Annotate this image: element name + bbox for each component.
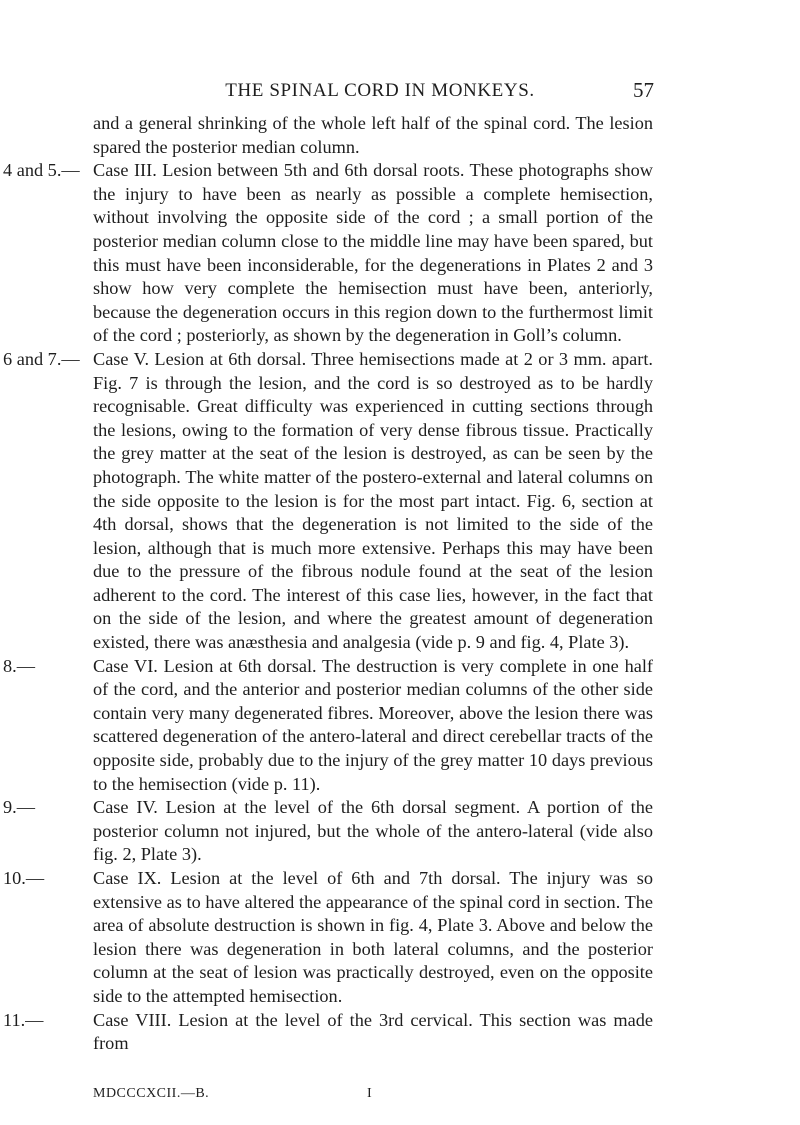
gathering-mark: I [367,1086,372,1101]
paragraph-fig-9 [3,796,653,867]
paragraph-text: Case III. Lesion between 5th and 6th dorsal roots. These photographs show the injury to have been as nearly as possible a complete hemisection, without involving the opposite side of the cord ; a small portion of the posterior median column close to the middle line may have been spared, but this must have been inconsiderable, for the degenerations in Plates 2 and 3 show how very complete the hemisection must have been, anteriorly, because the degeneration occurs in this region down to the furthermost limit of the cord ; posteriorly, as shown by the degeneration in Goll’s column. [93,160,653,346]
paragraph-number: 10.— [3,868,45,888]
page-number: 57 [633,78,654,102]
running-header [0,78,800,108]
paragraph-figs-6-7 [3,348,653,655]
paragraph-number: 11.— [3,1009,44,1030]
page-body [0,112,800,1056]
signature-mark: MDCCCXCII.—B. [93,1086,210,1101]
paragraph-text: Case VIII. Lesion at the level of the 3rd cervical. This section was made from [93,1009,653,1054]
paragraph-fig-11 [3,1009,653,1056]
running-title: THE SPINAL CORD IN MONKEYS. [225,80,535,101]
paragraph-fig-10 [3,867,653,1009]
paragraph-number: 6 and 7.— [3,348,80,369]
paragraph-continuation [93,112,653,159]
paragraph-fig-8 [3,655,653,797]
paragraph-number: 9.— [3,797,35,818]
paragraph-text: Case IX. Lesion at the level of 6th and 7th dorsal. The injury was so extensive as to have altered the appearance of the spinal cord in section. The area of absolute destruction is shown in fig. 4, Plate 3. Above and below the lesion there was degeneration in both lateral columns, and the posterior column at the seat of lesion was practically destroyed, even on the opposite side to the attempted hemisection. [93,868,653,1006]
paragraph-text: Case V. Lesion at 6th dorsal. Three hemisections made at 2 or 3 mm. apart. Fig. 7 is through the lesion, and the cord is so destroyed as to be hardly recognisable. Great difficulty was experienced in cutting sections through the lesions, owing to the formation of very dense fibrous tissue. Practically the grey matter at the seat of the lesion is destroyed, as can be seen by the photograph. The white matter of the postero-external and lateral columns on the side opposite to the lesion is for the most part intact. Fig. 6, section at 4th dorsal, shows that the degeneration is not limited to the side of the lesion, although that is much more extensive. Perhaps this may have been due to the pressure of the fibrous nodule found at the seat of the lesion adherent to the cord. The interest of this case lies, however, in the fact that on the side of the lesion, and where the greatest amount of degeneration existed, there was anæsthesia and analgesia (vide p. 9 and fig. 4, Plate 3). [93,348,653,653]
paragraph-text: Case VI. Lesion at 6th dorsal. The destruction is very complete in one half of the cord, and the anterior and posterior median columns of the other side contain very many degenerated fibres. Moreover, above the lesion there was scattered degeneration of the antero-lateral and direct cerebellar tracts of the opposite side, probably due to the injury of the grey matter 10 days previous to the hemisection (vide p. 11). [93,655,653,794]
paragraph-number: 4 and 5.— [3,160,80,181]
paragraph-number: 8.— [3,655,35,676]
paragraph-figs-4-5 [3,159,653,348]
paragraph-text: and a general shrinking of the whole left half of the spinal cord. The lesion spared the posterior median column. [93,113,653,157]
paragraph-text: Case IV. Lesion at the level of the 6th dorsal segment. A portion of the posterior column not injured, but the whole of the antero-lateral (vide also fig. 2, Plate 3). [93,797,653,865]
page-footer [0,1086,800,1108]
